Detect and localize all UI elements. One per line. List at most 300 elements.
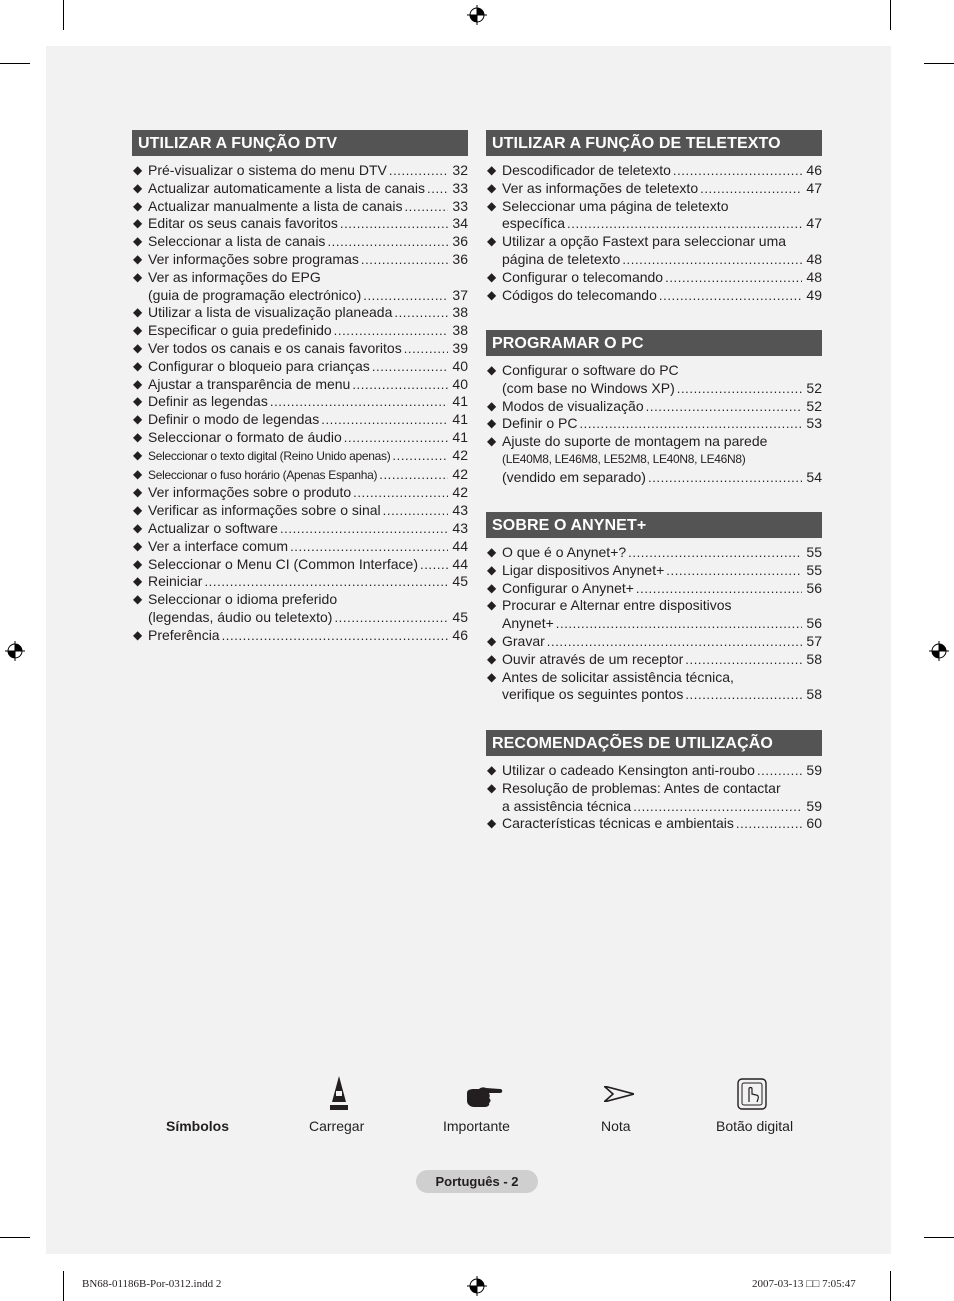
diamond-bullet-icon: ◆ bbox=[487, 633, 497, 648]
pointing-hand-icon bbox=[465, 1086, 503, 1108]
diamond-bullet-icon: ◆ bbox=[133, 358, 143, 373]
toc-line bbox=[148, 233, 468, 251]
toc-entry[interactable] bbox=[486, 180, 822, 198]
page-number: 57 bbox=[806, 632, 822, 649]
toc-entry[interactable] bbox=[486, 669, 822, 705]
toc-entry[interactable] bbox=[132, 466, 468, 485]
dot-leader bbox=[404, 340, 448, 358]
toc-line bbox=[148, 609, 468, 627]
page-number: 42 bbox=[452, 465, 468, 482]
diamond-bullet-icon: ◆ bbox=[133, 592, 143, 607]
diamond-bullet-icon: ◆ bbox=[133, 538, 143, 553]
entry-title: Ver todos os canais e os canais favoritos bbox=[148, 339, 402, 356]
dot-leader bbox=[389, 162, 448, 180]
toc-line bbox=[502, 615, 822, 633]
crop-mark bbox=[924, 63, 954, 64]
section-title: UTILIZAR A FUNÇÃO DTV bbox=[132, 130, 468, 156]
page-number: 55 bbox=[806, 544, 822, 560]
entry-title: Seleccionar o texto digital (Reino Unido apenas) bbox=[148, 448, 391, 463]
toc-line bbox=[502, 251, 822, 269]
toc-entry[interactable] bbox=[132, 376, 468, 394]
toc-entry[interactable] bbox=[132, 484, 468, 502]
diamond-bullet-icon: ◆ bbox=[133, 251, 143, 266]
diamond-bullet-icon: ◆ bbox=[133, 447, 143, 462]
page-number: 43 bbox=[452, 502, 468, 519]
crop-mark bbox=[890, 1271, 891, 1301]
page-number: 48 bbox=[806, 250, 822, 267]
diamond-bullet-icon: ◆ bbox=[133, 627, 143, 642]
diamond-bullet-icon: ◆ bbox=[133, 305, 143, 320]
toc-line bbox=[502, 287, 822, 305]
toc-line bbox=[502, 544, 822, 562]
toc-line bbox=[502, 380, 822, 398]
page-number: 45 bbox=[452, 573, 468, 590]
entry-title: Configurar o telecomando bbox=[502, 268, 664, 285]
toc-line bbox=[148, 304, 468, 322]
page-number: 55 bbox=[806, 561, 822, 578]
page-number: 49 bbox=[806, 286, 822, 303]
page-number: 38 bbox=[452, 322, 468, 339]
dot-leader bbox=[334, 322, 448, 340]
dot-leader bbox=[404, 198, 448, 216]
toc-entry[interactable] bbox=[486, 780, 822, 816]
toc-section bbox=[486, 130, 822, 304]
diamond-bullet-icon: ◆ bbox=[487, 398, 497, 413]
diamond-bullet-icon: ◆ bbox=[487, 363, 497, 377]
dot-leader bbox=[567, 215, 802, 233]
dot-leader bbox=[321, 411, 448, 429]
toc-line bbox=[148, 573, 468, 591]
entry-title: Procurar e Alternar entre dispositivos bbox=[502, 597, 732, 614]
toc-entries bbox=[486, 162, 822, 304]
diamond-bullet-icon: ◆ bbox=[487, 198, 497, 213]
page-number: 41 bbox=[452, 428, 468, 445]
entry-title: (com base no Windows XP) bbox=[502, 379, 675, 396]
page-number: 59 bbox=[806, 762, 822, 778]
date-slug: 2007-03-13 □□ 7:05:47 bbox=[752, 1278, 856, 1290]
page-number: 54 bbox=[806, 468, 822, 485]
diamond-bullet-icon: ◆ bbox=[133, 520, 143, 535]
toc-line bbox=[502, 580, 822, 598]
toc-entry[interactable] bbox=[132, 627, 468, 645]
toc-entry[interactable] bbox=[486, 633, 822, 651]
toc-line bbox=[502, 415, 822, 433]
toc-line bbox=[502, 633, 822, 651]
page-number: 32 bbox=[452, 162, 468, 178]
toc-line bbox=[148, 287, 468, 305]
toc-entries bbox=[132, 162, 468, 645]
dot-leader bbox=[673, 162, 802, 180]
toc-line bbox=[502, 762, 822, 780]
diamond-bullet-icon: ◆ bbox=[487, 545, 497, 559]
dot-leader bbox=[361, 251, 448, 269]
dot-leader bbox=[222, 627, 448, 645]
symbols-legend bbox=[0, 1076, 954, 1146]
toc-entry[interactable] bbox=[486, 580, 822, 598]
entry-title: Utilizar a opção Fastext para seleccionar uma bbox=[502, 233, 787, 250]
registration-mark-icon bbox=[5, 641, 25, 661]
entry-title: Ajustar a transparência de menu bbox=[148, 375, 351, 392]
diamond-bullet-icon: ◆ bbox=[133, 429, 143, 444]
section-title: SOBRE O ANYNET+ bbox=[486, 512, 822, 538]
toc-entry[interactable] bbox=[132, 162, 468, 180]
entry-title: (vendido em separado) bbox=[502, 468, 646, 485]
toc-entry[interactable] bbox=[132, 180, 468, 198]
dot-leader bbox=[340, 215, 448, 233]
dot-leader bbox=[677, 380, 802, 398]
toc-line bbox=[148, 322, 468, 340]
entry-title: Ver a interface comum bbox=[148, 537, 289, 554]
entry-title: Actualizar automaticamente a lista de canais bbox=[148, 179, 426, 196]
section-title: UTILIZAR A FUNÇÃO DE TELETEXTO bbox=[486, 130, 822, 156]
dot-leader bbox=[648, 469, 802, 487]
toc-line bbox=[148, 466, 468, 485]
diamond-bullet-icon: ◆ bbox=[487, 269, 497, 284]
toc-line bbox=[148, 358, 468, 376]
dot-leader bbox=[204, 573, 448, 591]
diamond-bullet-icon: ◆ bbox=[133, 466, 143, 481]
dot-leader bbox=[394, 304, 448, 322]
diamond-bullet-icon: ◆ bbox=[487, 763, 497, 777]
entry-title: Actualizar manualmente a lista de canais bbox=[148, 197, 403, 214]
toc-entry[interactable] bbox=[132, 447, 468, 466]
entry-title: Códigos do telecomando bbox=[502, 286, 657, 303]
page-number: 47 bbox=[806, 215, 822, 232]
diamond-bullet-icon: ◆ bbox=[133, 234, 143, 249]
one-touch-button-icon bbox=[737, 1078, 767, 1110]
dot-leader bbox=[327, 233, 448, 251]
entry-title: Ajuste do suporte de montagem na parede bbox=[502, 433, 768, 450]
toc-section bbox=[486, 512, 822, 704]
arrow-note-icon bbox=[604, 1086, 634, 1102]
dot-leader bbox=[353, 484, 448, 502]
toc-entries bbox=[486, 544, 822, 704]
entry-title: Configurar o Anynet+ bbox=[502, 579, 634, 596]
entry-title: Resolução de problemas: Antes de contactar bbox=[502, 779, 781, 796]
diamond-bullet-icon: ◆ bbox=[487, 780, 497, 795]
diamond-bullet-icon: ◆ bbox=[487, 434, 497, 449]
toc-entry[interactable] bbox=[132, 411, 468, 429]
toc-entry[interactable] bbox=[486, 597, 822, 633]
toc-line bbox=[502, 269, 822, 287]
toc-entry[interactable] bbox=[486, 651, 822, 669]
page-number: 33 bbox=[452, 197, 468, 214]
page-number: 41 bbox=[452, 411, 468, 428]
toc-entry[interactable] bbox=[132, 538, 468, 556]
entry-title: (legendas, áudio ou teletexto) bbox=[148, 608, 333, 625]
entry-title: Gravar bbox=[502, 632, 545, 649]
entry-title: específica bbox=[502, 215, 566, 232]
toc-line bbox=[148, 556, 468, 574]
page-number: 56 bbox=[806, 579, 822, 596]
toc-line bbox=[502, 469, 822, 487]
toc-line bbox=[148, 162, 468, 180]
dot-leader bbox=[665, 269, 802, 287]
dot-leader bbox=[344, 429, 448, 447]
toc-entry[interactable] bbox=[132, 573, 468, 591]
entry-title: Seleccionar o fuso horário (Apenas Espanha) bbox=[148, 467, 378, 482]
diamond-bullet-icon: ◆ bbox=[487, 669, 497, 684]
entry-title: Seleccionar uma página de teletexto bbox=[502, 197, 729, 214]
crop-mark bbox=[924, 1237, 954, 1238]
dot-leader bbox=[334, 609, 448, 627]
page-number: 44 bbox=[452, 555, 468, 572]
toc-section bbox=[486, 730, 822, 833]
toc-entry[interactable] bbox=[132, 520, 468, 538]
page-number: 41 bbox=[452, 393, 468, 410]
page-number: 46 bbox=[806, 162, 822, 178]
toc-line bbox=[148, 538, 468, 556]
toc-line bbox=[148, 215, 468, 233]
entry-title: Preferência bbox=[148, 626, 220, 643]
entry-title: Verificar as informações sobre o sinal bbox=[148, 502, 381, 519]
toc-entry[interactable] bbox=[486, 362, 822, 398]
dot-leader bbox=[420, 556, 448, 574]
entry-title: Ligar dispositivos Anynet+ bbox=[502, 561, 665, 578]
dot-leader bbox=[372, 358, 448, 376]
diamond-bullet-icon: ◆ bbox=[487, 598, 497, 613]
toc-entry[interactable] bbox=[132, 429, 468, 447]
file-slug: BN68-01186B-Por-0312.indd 2 bbox=[82, 1278, 222, 1290]
diamond-bullet-icon: ◆ bbox=[133, 163, 143, 177]
toc-line bbox=[148, 520, 468, 538]
page-number: 46 bbox=[452, 626, 468, 643]
dot-leader bbox=[270, 393, 448, 411]
toc-entry[interactable] bbox=[486, 162, 822, 180]
page-number: 39 bbox=[452, 339, 468, 356]
page-number: 53 bbox=[806, 415, 822, 432]
toc-line bbox=[148, 393, 468, 411]
dot-leader bbox=[579, 415, 802, 433]
dot-leader bbox=[383, 502, 448, 520]
diamond-bullet-icon: ◆ bbox=[133, 412, 143, 427]
dot-leader bbox=[628, 544, 802, 562]
toc-line bbox=[148, 484, 468, 502]
toc-entry[interactable] bbox=[486, 415, 822, 433]
toc-entry[interactable] bbox=[486, 398, 822, 416]
entry-title: Definir as legendas bbox=[148, 393, 268, 410]
toc-entry[interactable] bbox=[132, 502, 468, 520]
toc-entry[interactable] bbox=[132, 233, 468, 251]
symbols-heading: Símbolos bbox=[166, 1118, 230, 1134]
entry-title: Ver informações sobre programas bbox=[148, 250, 359, 267]
toc-entries bbox=[486, 362, 822, 487]
toc-entry[interactable] bbox=[132, 556, 468, 574]
diamond-bullet-icon: ◆ bbox=[133, 269, 143, 284]
toc-line bbox=[148, 627, 468, 645]
entry-title: página de teletexto bbox=[502, 250, 621, 267]
diamond-bullet-icon: ◆ bbox=[133, 376, 143, 391]
crop-mark bbox=[63, 0, 64, 30]
dot-leader bbox=[685, 651, 802, 669]
diamond-bullet-icon: ◆ bbox=[487, 562, 497, 577]
dot-leader bbox=[659, 287, 802, 305]
entry-title: Ver as informações de teletexto bbox=[502, 179, 699, 196]
toc-line bbox=[502, 798, 822, 816]
symbol-label: Importante bbox=[443, 1118, 510, 1134]
toc-entry[interactable] bbox=[486, 544, 822, 562]
toc-entry[interactable] bbox=[132, 340, 468, 358]
entry-title: (guia de programação electrónico) bbox=[148, 286, 362, 303]
diamond-bullet-icon: ◆ bbox=[133, 198, 143, 213]
model-note: (LE40M8, LE46M8, LE52M8, LE40N8, LE46N8) bbox=[502, 451, 746, 466]
diamond-bullet-icon: ◆ bbox=[133, 574, 143, 589]
entry-title: Pré-visualizar o sistema do menu DTV bbox=[148, 162, 387, 178]
registration-mark-icon bbox=[467, 1276, 487, 1296]
entry-title: Anynet+ bbox=[502, 615, 554, 632]
page-number: 47 bbox=[806, 179, 822, 196]
entry-title: Seleccionar o idioma preferido bbox=[148, 591, 338, 608]
toc-line bbox=[502, 815, 822, 833]
entry-title: Ver as informações do EPG bbox=[148, 268, 321, 285]
crop-mark bbox=[0, 63, 30, 64]
dot-leader bbox=[392, 447, 448, 465]
toc-line bbox=[148, 340, 468, 358]
dot-leader bbox=[352, 376, 448, 394]
entry-title: Seleccionar a lista de canais bbox=[148, 233, 326, 250]
diamond-bullet-icon: ◆ bbox=[487, 180, 497, 195]
toc-entry[interactable] bbox=[132, 304, 468, 322]
page-number: 52 bbox=[806, 397, 822, 414]
toc-line bbox=[148, 198, 468, 216]
dot-leader bbox=[379, 466, 448, 484]
dot-leader bbox=[290, 538, 448, 556]
toc-entry[interactable] bbox=[132, 322, 468, 340]
toc-entry[interactable] bbox=[132, 251, 468, 269]
toc-entry[interactable] bbox=[132, 393, 468, 411]
dot-leader bbox=[666, 562, 802, 580]
entry-title: Antes de solicitar assistência técnica, bbox=[502, 668, 734, 685]
toc-line bbox=[502, 215, 822, 233]
entry-title: Definir o PC bbox=[502, 415, 578, 432]
dot-leader bbox=[736, 815, 802, 833]
toc-line bbox=[148, 376, 468, 394]
toc-entry[interactable] bbox=[132, 591, 468, 627]
page-number: 48 bbox=[806, 268, 822, 285]
toc-entry[interactable] bbox=[486, 815, 822, 833]
entry-title: Seleccionar o Menu CI (Common Interface) bbox=[148, 555, 418, 572]
entry-title: Características técnicas e ambientais bbox=[502, 815, 734, 832]
entry-title: Ouvir através de um receptor bbox=[502, 650, 684, 667]
toc-entry[interactable] bbox=[486, 233, 822, 269]
dot-leader bbox=[556, 615, 802, 633]
page-number: 59 bbox=[806, 797, 822, 814]
entry-title: Utilizar a lista de visualização planeada bbox=[148, 304, 393, 321]
page-number: 40 bbox=[452, 357, 468, 374]
entry-title: Especificar o guia predefinido bbox=[148, 322, 332, 339]
diamond-bullet-icon: ◆ bbox=[487, 234, 497, 249]
toc-line bbox=[148, 429, 468, 447]
press-icon bbox=[328, 1076, 350, 1112]
toc-line bbox=[502, 651, 822, 669]
page-number: 38 bbox=[452, 304, 468, 321]
diamond-bullet-icon: ◆ bbox=[487, 651, 497, 666]
entry-title: Actualizar o software bbox=[148, 519, 278, 536]
entry-title: Modos de visualização bbox=[502, 397, 644, 414]
toc-line bbox=[148, 502, 468, 520]
toc-line bbox=[502, 562, 822, 580]
toc-entries bbox=[486, 762, 822, 833]
diamond-bullet-icon: ◆ bbox=[487, 580, 497, 595]
diamond-bullet-icon: ◆ bbox=[133, 216, 143, 231]
toc-line bbox=[148, 251, 468, 269]
page-number: 33 bbox=[452, 179, 468, 196]
page-number: 52 bbox=[806, 379, 822, 396]
entry-title: Ver informações sobre o produto bbox=[148, 484, 352, 501]
entry-title: O que é o Anynet+? bbox=[502, 544, 627, 560]
crop-mark bbox=[63, 1271, 64, 1301]
diamond-bullet-icon: ◆ bbox=[133, 503, 143, 518]
toc-entry[interactable] bbox=[132, 269, 468, 305]
page-number: 58 bbox=[806, 686, 822, 703]
toc-line bbox=[502, 686, 822, 704]
page-number: 60 bbox=[806, 815, 822, 832]
page-number: 56 bbox=[806, 615, 822, 632]
dot-leader bbox=[685, 686, 802, 704]
diamond-bullet-icon: ◆ bbox=[133, 340, 143, 355]
page-number: 45 bbox=[452, 608, 468, 625]
toc-line bbox=[502, 180, 822, 198]
crop-mark bbox=[0, 1237, 30, 1238]
page-number: 37 bbox=[452, 286, 468, 303]
page-number-badge: Português - 2 bbox=[416, 1170, 538, 1193]
toc-entry[interactable] bbox=[486, 433, 822, 486]
toc-entry[interactable] bbox=[486, 198, 822, 234]
entry-title: Seleccionar o formato de áudio bbox=[148, 428, 342, 445]
toc-entry[interactable] bbox=[132, 358, 468, 376]
entry-title: Configurar o software do PC bbox=[502, 362, 679, 378]
page-number: 40 bbox=[452, 375, 468, 392]
diamond-bullet-icon: ◆ bbox=[133, 556, 143, 571]
page-number: 58 bbox=[806, 650, 822, 667]
diamond-bullet-icon: ◆ bbox=[133, 323, 143, 338]
registration-mark-icon bbox=[467, 5, 487, 25]
toc-section bbox=[132, 130, 468, 645]
dot-leader bbox=[547, 633, 802, 651]
entry-title: a assistência técnica bbox=[502, 797, 632, 814]
page-number: 44 bbox=[452, 537, 468, 554]
entry-title: Descodificador de teletexto bbox=[502, 162, 671, 178]
registration-mark-icon bbox=[929, 641, 949, 661]
dot-leader bbox=[280, 520, 448, 538]
symbol-label: Nota bbox=[601, 1118, 631, 1134]
toc-entry[interactable] bbox=[486, 762, 822, 780]
symbol-label: Carregar bbox=[309, 1118, 365, 1134]
page-number: 42 bbox=[452, 484, 468, 501]
section-title: RECOMENDAÇÕES DE UTILIZAÇÃO bbox=[486, 730, 822, 756]
crop-mark bbox=[890, 0, 891, 30]
toc-line bbox=[148, 447, 468, 466]
diamond-bullet-icon: ◆ bbox=[133, 180, 143, 195]
entry-title: Configurar o bloqueio para crianças bbox=[148, 357, 370, 374]
toc-entry[interactable] bbox=[486, 269, 822, 287]
toc-line bbox=[148, 180, 468, 198]
toc-line bbox=[502, 162, 822, 180]
toc-entry[interactable] bbox=[132, 198, 468, 216]
toc-section bbox=[486, 330, 822, 487]
diamond-bullet-icon: ◆ bbox=[487, 163, 497, 177]
entry-title: Editar os seus canais favoritos bbox=[148, 215, 338, 232]
section-title: PROGRAMAR O PC bbox=[486, 330, 822, 356]
diamond-bullet-icon: ◆ bbox=[487, 816, 497, 831]
diamond-bullet-icon: ◆ bbox=[133, 394, 143, 409]
dot-leader bbox=[636, 580, 802, 598]
toc-entry[interactable] bbox=[132, 215, 468, 233]
dot-leader bbox=[757, 762, 802, 780]
toc-entry[interactable] bbox=[486, 562, 822, 580]
diamond-bullet-icon: ◆ bbox=[133, 485, 143, 500]
toc-entry[interactable] bbox=[486, 287, 822, 305]
